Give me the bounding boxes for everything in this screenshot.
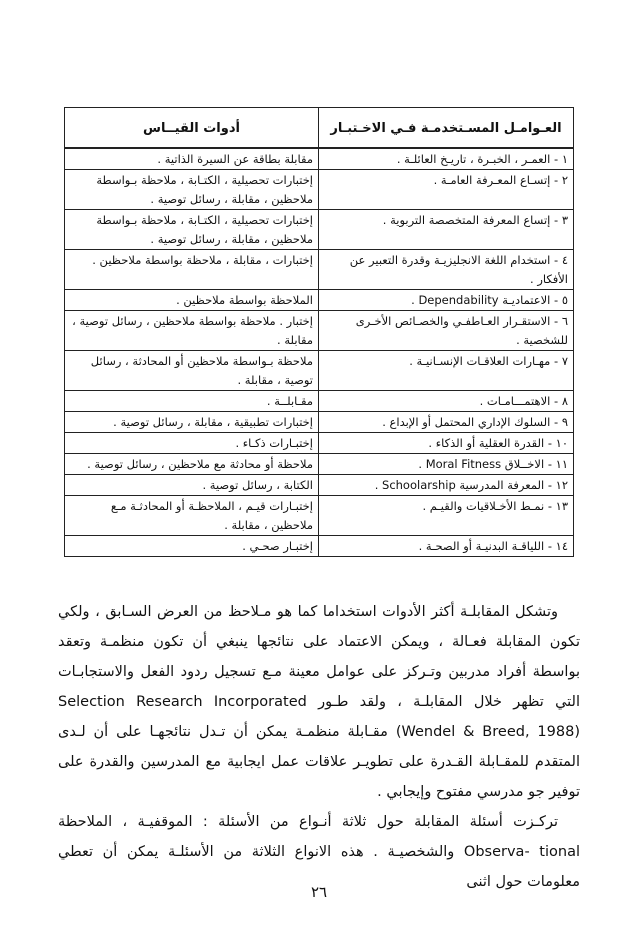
factor-cell: ٨ - الاهتمـــامـات . [319,391,574,412]
paragraph [58,597,580,807]
tool-cell: الملاحظة بواسطة ملاحظين . [65,290,319,311]
factor-text: ١٢ - المعرفة المدرسية [459,478,568,492]
tools-column-header: أدوات القيــاس [65,108,319,149]
table-row [65,433,574,454]
factors-column-header: العـوامـل المسـتخدمـة فـي الاخـتبـار [319,108,574,149]
table-row [65,412,574,433]
paragraph-text: والشخصيـة . هذه الانواع الثلاثة من الأسئلـة يمكن أن تعطي معلومات حول اثنى [58,844,580,890]
table-row [65,536,574,557]
table-row [65,210,574,250]
tool-cell: إختبـار صحـي . [65,536,319,557]
tool-cell: ملاحظة أو محادثة مع ملاحظين ، رسائل توصية . [65,454,319,475]
factor-cell: ١٠ - القدرة العقلية أو الذكاء . [319,433,574,454]
table-row [65,496,574,536]
tool-cell: إختبارات تطبيقية ، مقابلة ، رسائل توصية . [65,412,319,433]
table-row [65,290,574,311]
tool-cell: مقـابلــة . [65,391,319,412]
term-english: Observa- tional [463,844,580,860]
body-text [58,597,580,897]
table-row [65,170,574,210]
factor-cell: ٩ - السلوك الإداري المحتمل أو الإبداع . [319,412,574,433]
factor-english-term: Schoolarship [382,478,456,492]
table-row [65,250,574,290]
table-row [65,148,574,170]
table-row [65,454,574,475]
tool-cell: إختبار . ملاحظة بواسطة ملاحظين ، رسائل توصية ، مقابلة . [65,311,319,351]
factor-english-term: Dependability [418,293,499,307]
factor-cell: ١١ - الاخــلاق Moral Fitness . [319,454,574,475]
table-row [65,475,574,496]
tool-cell: ملاحظة بـواسطة ملاحظين أو المحادثة ، رسائل توصية ، مقابلة . [65,351,319,391]
factors-tools-table [64,107,574,557]
tool-cell: الكتابة ، رسائل توصية . [65,475,319,496]
factor-cell: ١٤ - اللياقـة البدنيـة أو الصحـة . [319,536,574,557]
tool-cell: إختبارات ، مقابلة ، ملاحظة بواسطة ملاحظين . [65,250,319,290]
factor-text: ٥ - الاعتماديـة [502,293,568,307]
tool-cell: إختبارات تحصيلية ، الكتـابة ، ملاحظة بـواسطة ملاحظين ، مقابلة ، رسائل توصية . [65,170,319,210]
table-row [65,391,574,412]
table-row [65,311,574,351]
factor-text: ١١ - الاخــلاق [504,457,568,471]
factor-cell: ٥ - الاعتماديـة Dependability . [319,290,574,311]
tool-cell: إختبـارات ذكـاء . [65,433,319,454]
factor-cell: ١٢ - المعرفة المدرسية Schoolarship . [319,475,574,496]
tool-cell: مقابلة بطاقة عن السيرة الذاتية . [65,148,319,170]
factor-english-term: Moral Fitness [425,457,502,471]
paragraph-text: مقـابلة منظمـة يمكن أن تـدل نتائجهـا على أن لـدى المتقدم للمقـابلة القـدرة على تطويـر علاقات عمل ايجابية مع المدرسين والقدرة على توفير جو مدرسي مفتوح وإيجابي . [58,724,580,800]
factor-cell: ٢ - إتسـاع المعـرفة العامـة . [319,170,574,210]
paragraph-text: وتشكل المقابلـة أكثر الأدوات استخداما كما هو مـلاحظ من العرض السـابق ، ولكي تكون المقابلة فعـالة ، ويمكن الاعتماد على نتائجها ينبغي أن تكون منظمـة وتعقد بواسطة أفراد مدربين وتـركز على عوامل معينة مـع تسجيل ردود الفعل والاستجابـات التي تظهر خلال المقابلـة ، ولقد طـور [58,604,580,710]
table-row [65,351,574,391]
tool-cell: إختبـارات قيـم ، الملاحظـة أو المحادثـة مـع ملاحظين ، مقابلة . [65,496,319,536]
factor-cell: ٦ - الاستقـرار العـاطفـي والخصـائص الأخـرى للشخصية . [319,311,574,351]
page-number: ٢٦ [310,883,328,901]
factor-cell: ٧ - مهـارات العلاقـات الإنسـانيـة . [319,351,574,391]
tool-cell: إختبارات تحصيلية ، الكتـابة ، ملاحظة بـواسطة ملاحظين ، مقابلة ، رسائل توصية . [65,210,319,250]
paragraph-text: تركـزت أسئلة المقابلة حول ثلاثة أنـواع من الأسئلة : الموقفيـة ، الملاحظة [58,814,558,830]
table-header-row [65,108,574,149]
factor-cell: ٤ - استخدام اللغة الانجليزيـة وقدرة التعبير عن الأفكار . [319,250,574,290]
factor-cell: ٣ - إتساع المعرفة المتخصصة التربوية . [319,210,574,250]
factor-cell: ١ - العمـر ، الخبـرة ، تاريـخ العائلـة . [319,148,574,170]
factor-cell: ١٣ - نمـط الأخـلاقيات والقيـم . [319,496,574,536]
citation-english: Selection Research Incorporated (Wendel & Breed, 1988) [58,694,580,740]
